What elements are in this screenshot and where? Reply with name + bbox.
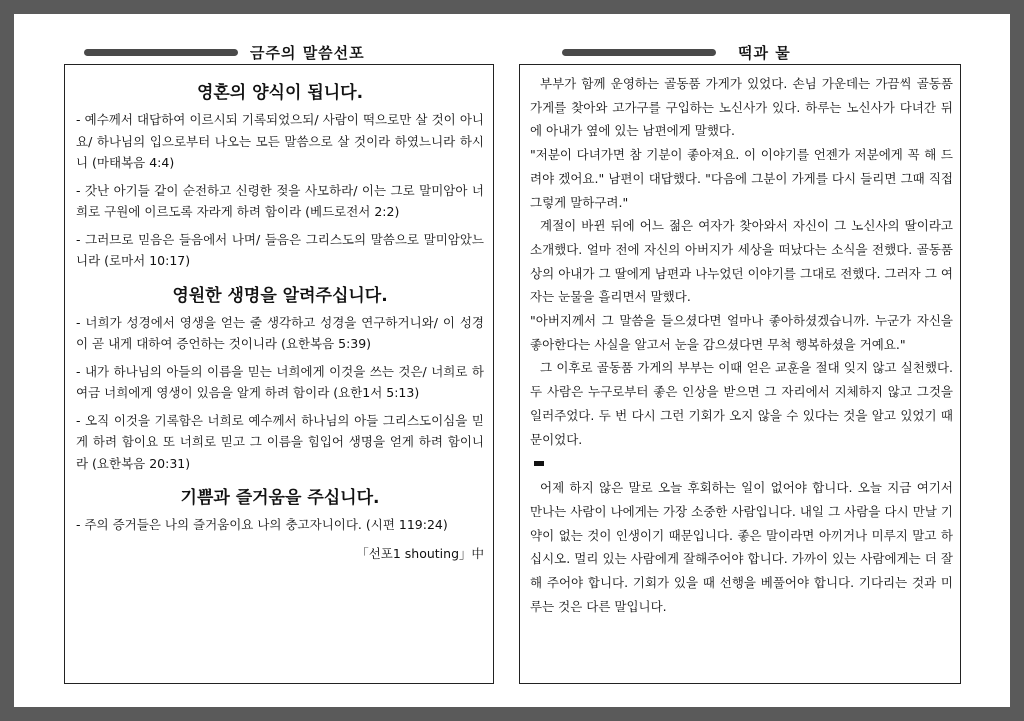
section-title: 영원한 생명을 알려주십니다. bbox=[172, 285, 388, 306]
section-marker-icon bbox=[534, 461, 544, 466]
scripture-box bbox=[64, 64, 494, 684]
left-header-title: 금주의 말씀선포 bbox=[250, 43, 365, 62]
right-header bbox=[562, 40, 791, 64]
closing-paragraph: 어제 하지 않은 말로 오늘 후회하는 일이 없어야 합니다. 오늘 지금 여기서 만나는 사람이 나에게는 가장 소중한 사람입니다. 내일 그 사람을 다시 만날 기약이 없는 것이 인생이기 때문입니다. 좋은 말이라면 아끼거나 미루지 말고 하십시오. 멀리 있는 사람에게 잘해주어야 합니다. 가까이 있는 사람에게는 더 잘해 주어야 합니다. 기회가 있을 때 선행을 베풀어야 합니다. 기다리는 것과 미루는 것은 다른 말입니다. bbox=[530, 480, 953, 614]
story-paragraph: 그 이후로 골동품 가게의 부부는 이때 얻은 교훈을 절대 잊지 않고 실천했다. 두 사람은 누구로부터 좋은 인상을 받으면 그 자리에서 지체하지 않고 그것을 일러주었다. 두 번 다시 그런 기회가 오지 않을 수 있다는 것을 알고 있었기 때문이었다. bbox=[530, 360, 953, 447]
story-paragraph: 계절이 바뀐 뒤에 어느 젊은 여자가 찾아와서 자신이 그 노신사의 딸이라고 소개했다. 얼마 전에 자신의 아버지가 세상을 떠났다는 소식을 전했다. 골동품상의 아내가 그 딸에게 남편과 나누었던 이야기를 그대로 전했다. 그러자 그 여자는 눈물을 흘리면서 말했다. bbox=[530, 218, 953, 305]
source-citation: 「선포1 shouting」中 bbox=[356, 545, 484, 561]
verse: - 너희가 성경에서 영생을 얻는 줄 생각하고 성경을 연구하거니와/ 이 성경이 곧 내게 대하여 증언하는 것이니라 (요한복음 5:39) bbox=[76, 314, 484, 351]
left-header-bar bbox=[84, 49, 238, 56]
verse: - 주의 증거들은 나의 즐거움이요 나의 충고자니이다. (시편 119:24) bbox=[76, 517, 448, 532]
verse: - 오직 이것을 기록함은 너희로 예수께서 하나님의 아들 그리스도이심을 믿게 하려 함이요 또 너희로 믿고 그 이름을 힘입어 생명을 얻게 하려 함이니라 (요한복음 20:31) bbox=[76, 412, 484, 471]
right-header-bar bbox=[562, 49, 716, 56]
verse: - 내가 하나님의 아들의 이름을 믿는 너희에게 이것을 쓰는 것은/ 너희로 하여금 너희에게 영생이 있음을 알게 하려 함이라 (요한1서 5:13) bbox=[76, 363, 484, 400]
right-header-title: 떡과 물 bbox=[738, 43, 791, 62]
left-header bbox=[84, 40, 365, 64]
section-title: 영혼의 양식이 됩니다. bbox=[196, 83, 364, 103]
section-title: 기쁨과 즐거움을 주십니다. bbox=[180, 488, 380, 508]
story-paragraph: "아버지께서 그 말씀을 들으셨다면 얼마나 좋아하셨겠습니까. 누군가 자신을 좋아한다는 사실을 알고서 눈을 감으셨다면 무척 행복하셨을 거예요." bbox=[530, 313, 953, 352]
verse: - 그러므로 믿음은 들음에서 나며/ 들음은 그리스도의 말씀으로 말미암았느니라 (로마서 10:17) bbox=[76, 231, 484, 268]
story-paragraph: 부부가 함께 운영하는 골동품 가게가 있었다. 손님 가운데는 가끔씩 골동품 가게를 찾아와 고가구를 구입하는 노신사가 있다. 하루는 노신사가 다녀간 뒤에 아내가 옆에 있는 남편에게 말했다. bbox=[530, 76, 953, 139]
verse: - 예수께서 대답하여 이르시되 기록되었으되/ 사람이 떡으로만 살 것이 아니요/ 하나님의 입으로부터 나오는 모든 말씀으로 살 것이라 하였느니라 하시니 (마태복음 4:4) bbox=[76, 112, 484, 170]
story-paragraph: "저분이 다녀가면 참 기분이 좋아져요. 이 이야기를 언젠가 저분에게 꼭 해 드려야 겠어요." 남편이 대답했다. "다음에 그분이 가게를 다시 들리면 그때 직접 그렇게 말하구려." bbox=[530, 147, 953, 210]
story-box bbox=[519, 64, 961, 684]
verse: - 갓난 아기들 같이 순전하고 신령한 젖을 사모하라/ 이는 그로 말미암아 너희로 구원에 이르도록 자라게 하려 함이라 (베드로전서 2:2) bbox=[76, 182, 484, 219]
bulletin-page bbox=[14, 14, 1010, 707]
